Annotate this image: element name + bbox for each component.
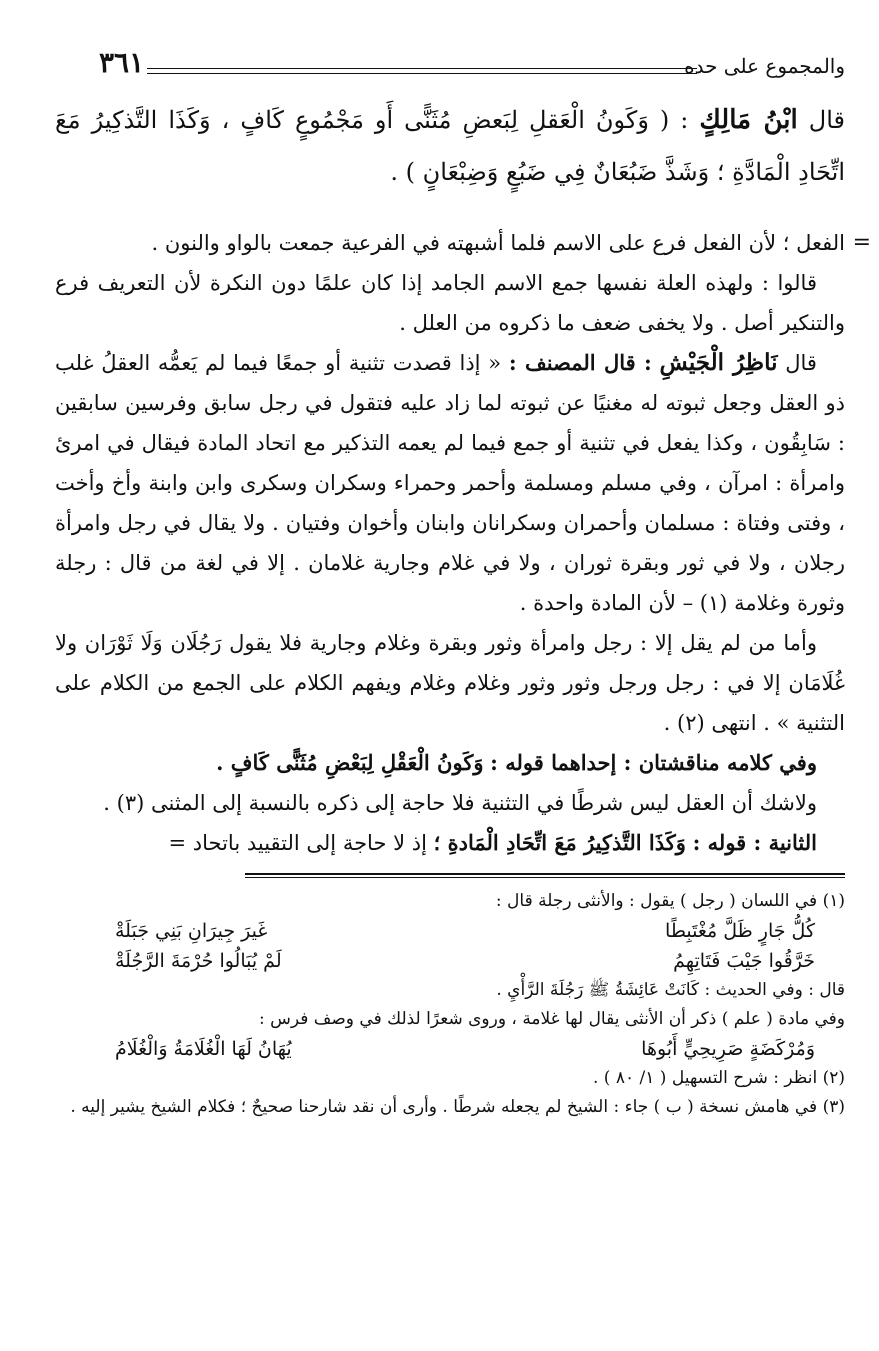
continuation-mark: = [852,230,871,255]
footnote-ref-1: (١) [699,591,728,615]
paragraph-7-quote: وَكَذَا التَّذكِيرُ مَعَ اتِّحَادِ الْمَادةِ ؛ [433,830,686,855]
footnotes [55,887,845,1122]
running-title: والمجموع على حده [684,54,845,78]
verse-1-second-hemistich: غَيرَ جِيرَانِ بَنِي جَبَلَةْ [115,920,268,942]
paragraph-5-quote: وَكَونُ الْعَقْلِ لِبَعْضِ مُثَنًّى كَافٍ . [216,750,484,775]
matn-colon: : [680,106,689,134]
footnote-1-more: وفي مادة ( علم ) ذكر أن الأنثى يقال لها غلامة ، وروى شعرًا لذلك في وصف فرس : [258,1009,845,1029]
matn-block [55,94,845,198]
matn-line-2: التَّذكِيرُ مَعَ اتِّحَادِ الْمَادَّةِ ؛ وَشَذَّ ضَبُعَانٌ فِي ضَبُعٍ وَضِبْعَانٍ ) . [55,106,845,186]
matn-line-1: ( وَكَونُ الْعَقلِ لِبَعضِ مُثَنًّى أَو مَجْمُوعٍ كَافٍ ، وَكَذَا [168,106,670,134]
header-rule [147,68,697,74]
paragraph-3 [55,343,845,623]
footnote-ref-3: (٣) [116,791,145,815]
commentator-name: نَاظِرُ الْجَيْشِ [659,349,778,376]
verse-2-second-hemistich: لَمْ يُبَالُوا حُرْمَةَ الرَّجُلَةْ [115,950,282,972]
verse-3-second-hemistich: يُهَانُ لَهَا الْغُلَامَةُ وَالْغُلَامُ [115,1038,292,1060]
paragraph-7-lead: الثانية : قوله : [692,830,817,855]
paragraph-4-end: . [663,711,671,735]
footnote-ref-2: (٢) [677,711,705,735]
verse-2-first-hemistich: خَرَّقُوا جَيْبَ فَتَاتِهِمُ [673,950,815,972]
paragraph-2: قالوا : ولهذه العلة نفسها جمع الاسم الجامد إذا كان علمًا دون النكرة لأن التعريف فرع والتنكير أصل . ولا يخفى ضعف ما ذكروه من العلل . [55,271,845,335]
paragraph-3-prefix: قال [785,351,817,375]
running-header [55,40,845,86]
verse-3-first-hemistich: وَمُرْكَضَةٍ صَرِيحِيٍّ أَبُوهَا [641,1038,815,1060]
paragraph-1 [55,223,871,263]
page-number: ٣٦١ [99,46,145,79]
paragraph-6 [55,783,845,823]
matn-prefix: قال [808,106,845,134]
verse-line-2 [55,946,845,976]
footnote-1-hadith: قال : وفي الحديث : كَانَتْ عَائِشَةُ ﷺ رَجُلَةَ الرَّأْيِ . [496,980,845,1000]
verse-line-3 [55,1034,845,1064]
paragraph-3-lead: : قال المصنف : [508,350,652,375]
footnote-2: (٢) انظر : شرح التسهيل ( ١/ ٨٠ ) . [592,1068,845,1088]
paragraph-4-text: وأما من لم يقل إلا : رجل وامرأة وثور وبقرة وغلام وجارية فلا يقول رَجُلَان وَلَا ثَوْرَان ولا غُلَامَان إلا في : رجل ورجل وثور وثور وغلام وغلام ويفهم الكلام على الجمع من الكلام على التثنية » . انتهى [55,631,845,735]
paragraph-7-text: إذ لا حاجة إلى التقييد باتحاد = [168,831,427,855]
paragraph-4 [55,623,845,743]
paragraph-6-end: . [103,791,110,815]
footnote-1-intro: (١) في اللسان ( رجل ) يقول : والأنثى رجلة قال : [495,891,845,911]
commentary-body [55,223,871,863]
verse-line-1 [55,916,845,946]
section-gap [55,218,845,219]
paragraph-7 [55,823,845,863]
paragraph-5-lead: وفي كلامه مناقشتان : إحداهما قوله : [490,750,817,775]
paragraph-3-end: – لأن المادة واحدة . [519,591,694,615]
matn-author: ابْنُ مَالِكٍ [699,105,798,135]
book-page [55,40,871,1122]
footnote-rule [245,873,845,875]
paragraph-5 [55,743,845,783]
paragraph-3-text: « إذا قصدت تثنية أو جمعًا فيما لم يَعمُّه العقلُ غلب ذو العقل وجعل ثبوته له مغنيًا عن ثبوته لما زاد عليه فتقول في رجل سابق وفرسين سابقين : سَابِقُون ، وكذا يفعل في تثنية أو جمع فيما لم يعمه التذكير مع اتحاد المادة فيقال في امرئ وامرأة : امرآن ، وفي مسلم ومسلمة وأحمر وحمراء وسكران وسكرى وابن وابنة وأخ وأخت ، وفتى وفتاة : مسلمان وأحمران وسكرانان وابنان وأخوان وفتيان . ولا يقال في رجل وامرأة رجلان ، ولا في ثور وبقرة ثوران ، ولا في غلام وجارية غلامان . إلا في لغة من قال : رجلة وثورة وغلامة [55,351,845,615]
footnote-3: (٣) في هامش نسخة ( ب ) جاء : الشيخ لم يجعله شرطًا . وأرى أن نقد شارحنا صحيحٌ ؛ فكلام الشيخ يشير إليه . [70,1097,845,1117]
paragraph-6-text: ولاشك أن العقل ليس شرطًا في التثنية فلا حاجة إلى ذكره بالنسبة إلى المثنى [151,791,817,815]
verse-1-first-hemistich: كُلُّ جَارٍ ظَلَّ مُغْتَبِطًا [665,920,815,942]
paragraph-1-text: الفعل ؛ لأن الفعل فرع على الاسم فلما أشبهته في الفرعية جمعت بالواو والنون . [151,231,845,255]
